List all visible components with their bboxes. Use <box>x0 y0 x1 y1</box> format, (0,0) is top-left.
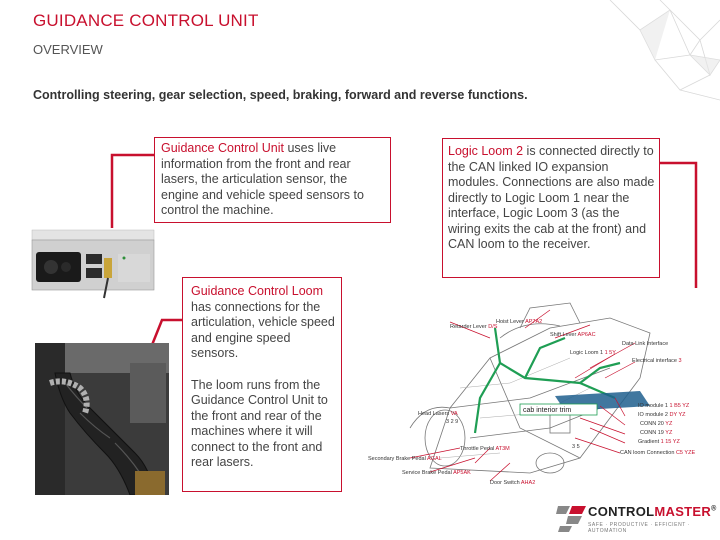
intro-text: Controlling steering, gear selection, speed, braking, forward and reverse functions. <box>33 88 528 102</box>
label-logic-loom-1: Logic Loom 1 1 5Y <box>570 350 616 356</box>
gcu-text: uses live information from the front and rear lasers, the articulation sensor, the engine and vehicle speed sensors to control the machine. <box>161 141 364 217</box>
control-loom-text-2: The loom runs from the Guidance Control Unit to the front and rear of the machines where it will connect to the front and rear lasers. <box>191 377 328 469</box>
control-loom-photo <box>35 343 169 495</box>
label-electrical-interface: Electrical interface 3 <box>632 358 682 364</box>
page-subtitle: OVERVIEW <box>33 42 103 57</box>
label-tiny-1: 3 2 9 <box>446 419 459 425</box>
label-cab-interior-trim: cab interior trim <box>523 407 572 414</box>
page-title: GUIDANCE CONTROL UNIT <box>33 11 259 30</box>
gcu-highlight: Guidance Control Unit <box>161 141 284 155</box>
guidance-control-unit-photo <box>28 228 162 300</box>
label-data-link: Data Link Interface <box>622 341 669 347</box>
label-door-switch: Door Switch AHA2 <box>490 480 536 486</box>
label-tiny-2: 3 5 <box>572 444 580 450</box>
label-conn-20: CONN 20 YZ <box>640 421 673 427</box>
control-loom-description-box <box>182 277 342 492</box>
logic-loom-description-box <box>442 138 660 278</box>
label-head-lasers: Head Lasers VA <box>418 411 458 417</box>
gcu-description-box <box>154 137 391 223</box>
control-loom-highlight: Guidance Control Loom <box>191 284 324 298</box>
decorative-mesh <box>600 0 720 110</box>
label-throttle-pedal: Throttle Pedal AT3M <box>460 446 510 452</box>
label-io-module-1: IO module 1 1 B5 YZ <box>638 403 690 409</box>
logic-loom-text: is connected directly to the CAN linked IO expansion modules. Connections are also made directly to Logic Loom 1 near the interface, Logic Loom 3 (as the wiring exits the cab at the front) and CAN loom to the receiver. <box>448 144 655 251</box>
label-io-module-2: IO module 2 DY YZ <box>638 412 686 418</box>
label-hoist-lever: Hoist Lever AP7A2 <box>496 319 543 325</box>
label-gradient: Gradient 1 15 YZ <box>638 439 680 445</box>
machine-wiring-diagram <box>350 288 708 493</box>
label-secondary-brake: Secondary Brake Pedal AGAL <box>368 456 442 462</box>
controlmaster-logo-text: CONTROLMASTER® <box>588 504 717 519</box>
label-conn-19: CONN 19 YZ <box>640 430 673 436</box>
label-retarder-lever: Retarder Lever D/S <box>450 324 498 330</box>
control-loom-text: has connections for the articulation, vehicle speed and engine speed sensors. <box>191 299 335 360</box>
label-can-loom: CAN loom Connection C5 YZE <box>620 450 696 456</box>
logo-tagline: SAFE · PRODUCTIVE · EFFICIENT · AUTOMATION <box>588 522 691 534</box>
label-shift-lever: Shift Lever AP6AC <box>550 332 596 338</box>
label-service-brake: Service Brake Pedal AP5AK <box>402 470 471 476</box>
logic-loom-highlight: Logic Loom 2 <box>448 144 524 158</box>
